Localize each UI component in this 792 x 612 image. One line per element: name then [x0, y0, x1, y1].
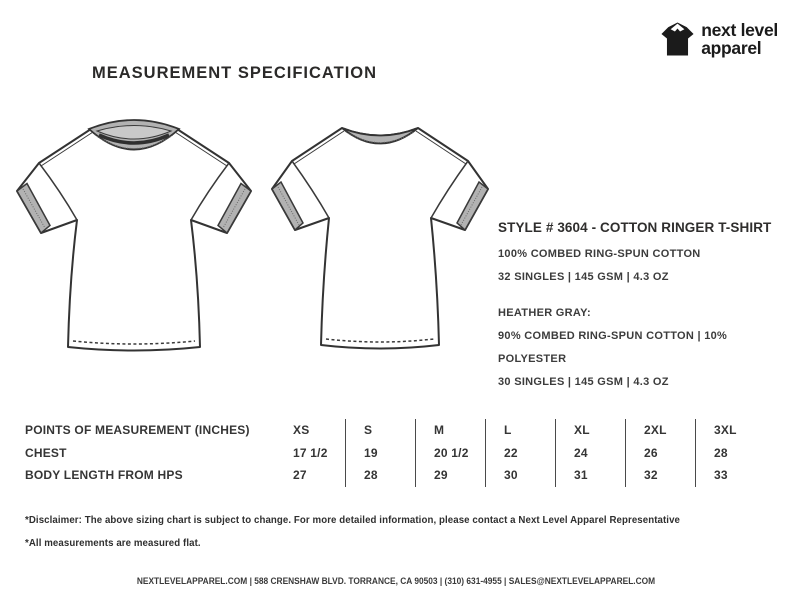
notes-section [25, 514, 737, 560]
chest-value: 20 1/2 [434, 445, 469, 460]
size-header: L [504, 423, 512, 438]
body-length-value: 27 [293, 468, 307, 483]
size-header: S [364, 423, 373, 438]
table-header: POINTS OF MEASUREMENT (INCHES) [25, 423, 250, 438]
contact-footer: NEXTLEVELAPPAREL.COM | 588 CRENSHAW BLVD. TORRANCE, CA 90503 | (310) 631-4955 | SALES@NEXTLEVELAPPAREL.COM [136, 576, 656, 587]
body-length-value: 31 [574, 468, 588, 483]
size-column-m [415, 419, 485, 487]
size-column-3xl [695, 419, 765, 487]
chest-value: 19 [364, 445, 378, 460]
back-shirt-illustration [270, 112, 492, 360]
brand-logo-text [701, 21, 778, 57]
row-label-body-length: BODY LENGTH FROM HPS [25, 468, 183, 483]
size-header: 2XL [644, 423, 667, 438]
measured-flat-note: *All measurements are measured flat. [25, 537, 201, 549]
style-number-line: STYLE # 3604 - COTTON RINGER T-SHIRT [498, 220, 772, 235]
size-header: XS [293, 423, 310, 438]
disclaimer-note: *Disclaimer: The above sizing chart is subject to change. For more detailed information, please contact a Next Level Apparel Representative [25, 514, 681, 526]
size-column-l [485, 419, 555, 487]
chest-value: 22 [504, 445, 518, 460]
size-column-s [345, 419, 415, 487]
size-header: XL [574, 423, 590, 438]
brand-logo [661, 20, 778, 58]
size-column-xl [555, 419, 625, 487]
fabric-weight-line: 32 SINGLES | 145 GSM | 4.3 OZ [498, 271, 669, 283]
measurement-table [25, 419, 765, 487]
front-shirt-illustration [14, 110, 254, 362]
heather-content-line: 90% COMBED RING-SPUN COTTON | 10% POLYESTER [498, 330, 728, 365]
body-length-value: 28 [364, 468, 378, 483]
tshirt-logo-icon [661, 20, 694, 58]
size-column-2xl [625, 419, 695, 487]
brand-logo-line2: apparel [701, 38, 762, 58]
table-label-column [25, 419, 275, 487]
page-title: MEASUREMENT SPECIFICATION [92, 64, 378, 82]
body-length-value: 33 [714, 468, 728, 483]
body-length-value: 32 [644, 468, 658, 483]
product-info [498, 220, 790, 394]
chest-value: 28 [714, 445, 728, 460]
chest-value: 26 [644, 445, 658, 460]
chest-value: 24 [574, 445, 588, 460]
size-header: M [434, 423, 445, 438]
chest-value: 17 1/2 [293, 445, 328, 460]
fabric-content-line: 100% COMBED RING-SPUN COTTON [498, 248, 701, 260]
size-column-xs [275, 419, 345, 487]
size-header: 3XL [714, 423, 737, 438]
body-length-value: 30 [504, 468, 518, 483]
brand-logo-line1: next level [701, 20, 778, 40]
body-length-value: 29 [434, 468, 448, 483]
heather-weight-line: 30 SINGLES | 145 GSM | 4.3 OZ [498, 376, 669, 388]
row-label-chest: CHEST [25, 445, 67, 460]
heather-gray-block [498, 302, 790, 394]
heather-label: HEATHER GRAY: [498, 307, 591, 319]
